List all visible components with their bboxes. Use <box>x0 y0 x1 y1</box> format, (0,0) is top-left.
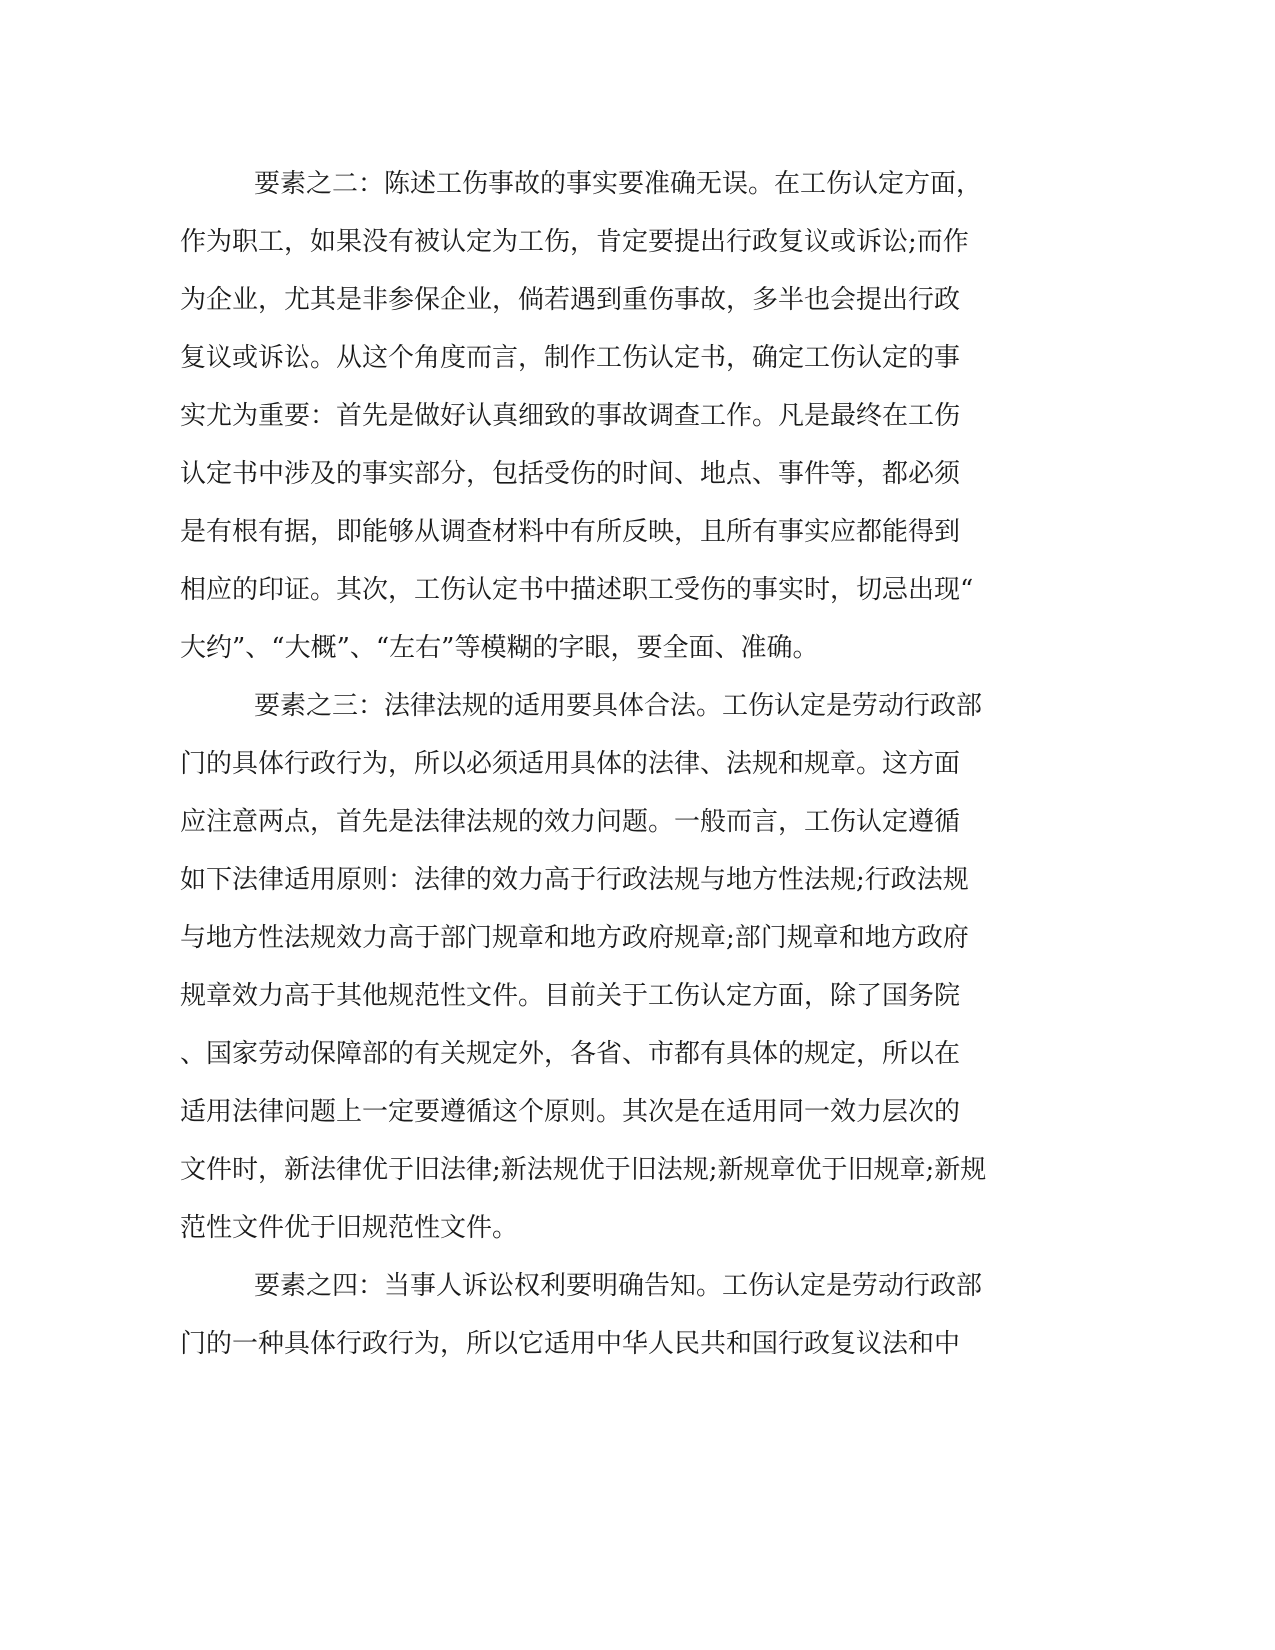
text-line: 要素之三：法律法规的适用要具体合法。工伤认定是劳动行政部 <box>254 691 983 721</box>
text-line: 复议或诉讼。从这个角度而言，制作工伤认定书，确定工伤认定的事 <box>180 343 961 373</box>
paragraph-element-4 <box>180 1257 1050 1373</box>
text-line: 文件时，新法律优于旧法律;新法规优于旧法规;新规章优于旧规章;新规 <box>180 1155 987 1185</box>
text-line: 范性文件优于旧规范性文件。 <box>180 1213 519 1243</box>
text-line: 门的一种具体行政行为，所以它适用中华人民共和国行政复议法和中 <box>180 1329 961 1359</box>
text-line: 作为职工，如果没有被认定为工伤，肯定要提出行政复议或诉讼;而作 <box>180 227 969 257</box>
paragraph-element-2 <box>180 155 1050 677</box>
text-line: 规章效力高于其他规范性文件。目前关于工伤认定方面，除了国务院 <box>180 981 961 1011</box>
text-line: 应注意两点，首先是法律法规的效力问题。一般而言，工伤认定遵循 <box>180 807 961 837</box>
text-line: 适用法律问题上一定要遵循这个原则。其次是在适用同一效力层次的 <box>180 1097 961 1127</box>
text-line: 如下法律适用原则：法律的效力高于行政法规与地方性法规;行政法规 <box>180 865 969 895</box>
text-line: 实尤为重要：首先是做好认真细致的事故调查工作。凡是最终在工伤 <box>180 401 961 431</box>
text-line: 认定书中涉及的事实部分，包括受伤的时间、地点、事件等，都必须 <box>180 459 961 489</box>
text-line: 要素之四：当事人诉讼权利要明确告知。工伤认定是劳动行政部 <box>254 1271 983 1301</box>
document-body <box>180 155 1050 1373</box>
text-line: 要素之二：陈述工伤事故的事实要准确无误。在工伤认定方面， <box>254 169 983 199</box>
text-line: 相应的印证。其次，工伤认定书中描述职工受伤的事实时，切忌出现“ <box>180 575 974 605</box>
text-line: 为企业，尤其是非参保企业，倘若遇到重伤事故，多半也会提出行政 <box>180 285 961 315</box>
text-line: 是有根有据，即能够从调查材料中有所反映，且所有事实应都能得到 <box>180 517 961 547</box>
text-line: 、国家劳动保障部的有关规定外，各省、市都有具体的规定，所以在 <box>180 1039 961 1069</box>
text-line: 门的具体行政行为，所以必须适用具体的法律、法规和规章。这方面 <box>180 749 961 779</box>
text-line: 大约”、“大概”、“左右”等模糊的字眼，要全面、准确。 <box>180 633 819 663</box>
paragraph-element-3 <box>180 677 1050 1257</box>
text-line: 与地方性法规效力高于部门规章和地方政府规章;部门规章和地方政府 <box>180 923 969 953</box>
